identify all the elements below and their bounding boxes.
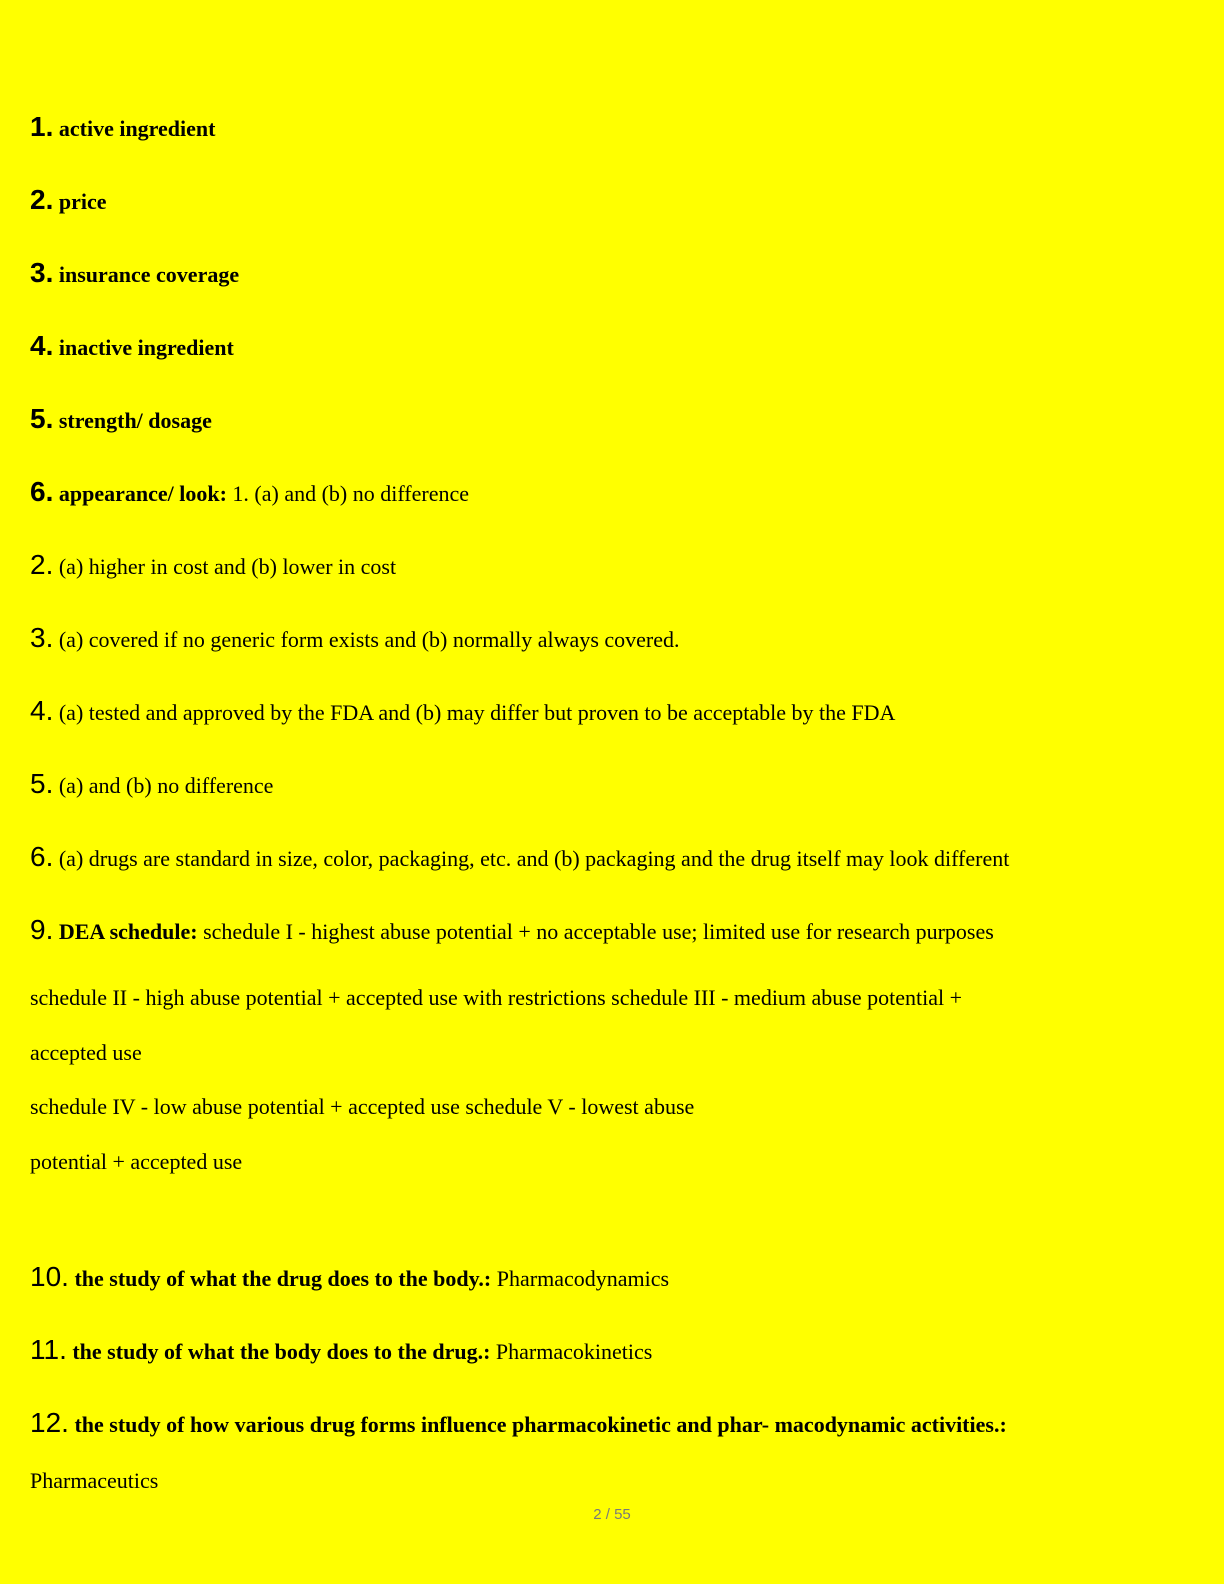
list-item	[30, 258, 239, 290]
dea-continuation-line: schedule IV - low abuse potential + accepted use schedule V - lowest abuse	[30, 1094, 695, 1119]
item-number: 6.	[30, 476, 54, 507]
item-number: 1.	[30, 111, 54, 142]
study-term: the study of what the drug does to the body.:	[74, 1266, 492, 1291]
answer-number: 3.	[30, 622, 54, 653]
list-item	[30, 185, 107, 217]
study-item	[30, 1408, 1007, 1440]
answer-number: 4.	[30, 695, 54, 726]
item-number: 4.	[30, 330, 54, 361]
study-term: the study of what the body does to the drug.:	[72, 1339, 491, 1364]
item-answer: 1. (a) and (b) no difference	[226, 481, 470, 506]
dea-number: 9.	[30, 914, 54, 945]
item-number: 2.	[30, 184, 54, 215]
answer-item	[30, 696, 895, 728]
study-item	[30, 1335, 652, 1367]
item-term: appearance/ look:	[58, 481, 227, 506]
answer-text: (a) and (b) no difference	[53, 773, 274, 798]
study-item	[30, 1262, 669, 1294]
item-term: strength/ dosage	[58, 408, 212, 433]
answer-number: 2.	[30, 549, 54, 580]
study-answer: Pharmacokinetics	[490, 1339, 653, 1364]
dea-continuation-line: schedule II - high abuse potential + accepted use with restrictions schedule III - medium abuse potential +	[30, 985, 963, 1010]
answer-item	[30, 550, 396, 582]
answer-text: (a) covered if no generic form exists and (b) normally always covered.	[53, 627, 680, 652]
item-number: 3.	[30, 257, 54, 288]
list-item	[30, 404, 212, 436]
answer-item	[30, 842, 1009, 874]
list-item	[30, 477, 469, 509]
dea-answer: schedule I - highest abuse potential + no acceptable use; limited use for research purposes	[197, 919, 994, 944]
dea-term: DEA schedule:	[58, 919, 198, 944]
item-number: 5.	[30, 403, 54, 434]
item-term: price	[58, 189, 107, 214]
study-number: 11.	[30, 1334, 67, 1365]
item-term: inactive ingredient	[58, 335, 234, 360]
study-answer: Pharmacodynamics	[491, 1266, 670, 1291]
item-term: insurance coverage	[58, 262, 240, 287]
list-item	[30, 331, 234, 363]
dea-continuation-line: potential + accepted use	[30, 1149, 243, 1174]
answer-number: 5.	[30, 768, 54, 799]
study-number: 10.	[30, 1261, 69, 1292]
answer-text: (a) drugs are standard in size, color, packaging, etc. and (b) packaging and the drug itself may look different	[53, 846, 1010, 871]
dea-item	[30, 915, 994, 947]
list-item	[30, 112, 215, 144]
dea-continuation-line: accepted use	[30, 1040, 142, 1065]
answer-item	[30, 769, 273, 801]
answer-text: (a) higher in cost and (b) lower in cost	[53, 554, 397, 579]
answer-number: 6.	[30, 841, 54, 872]
answer-text: (a) tested and approved by the FDA and (b) may differ but proven to be acceptable by the FDA	[53, 700, 896, 725]
study-answer-line: Pharmaceutics	[30, 1468, 159, 1493]
page-number: 2 / 55	[593, 1506, 631, 1523]
answer-item	[30, 623, 680, 655]
item-term: active ingredient	[58, 116, 216, 141]
study-term: the study of how various drug forms influence pharmacokinetic and phar- macodynamic activities.:	[74, 1412, 1007, 1437]
study-number: 12.	[30, 1407, 69, 1438]
